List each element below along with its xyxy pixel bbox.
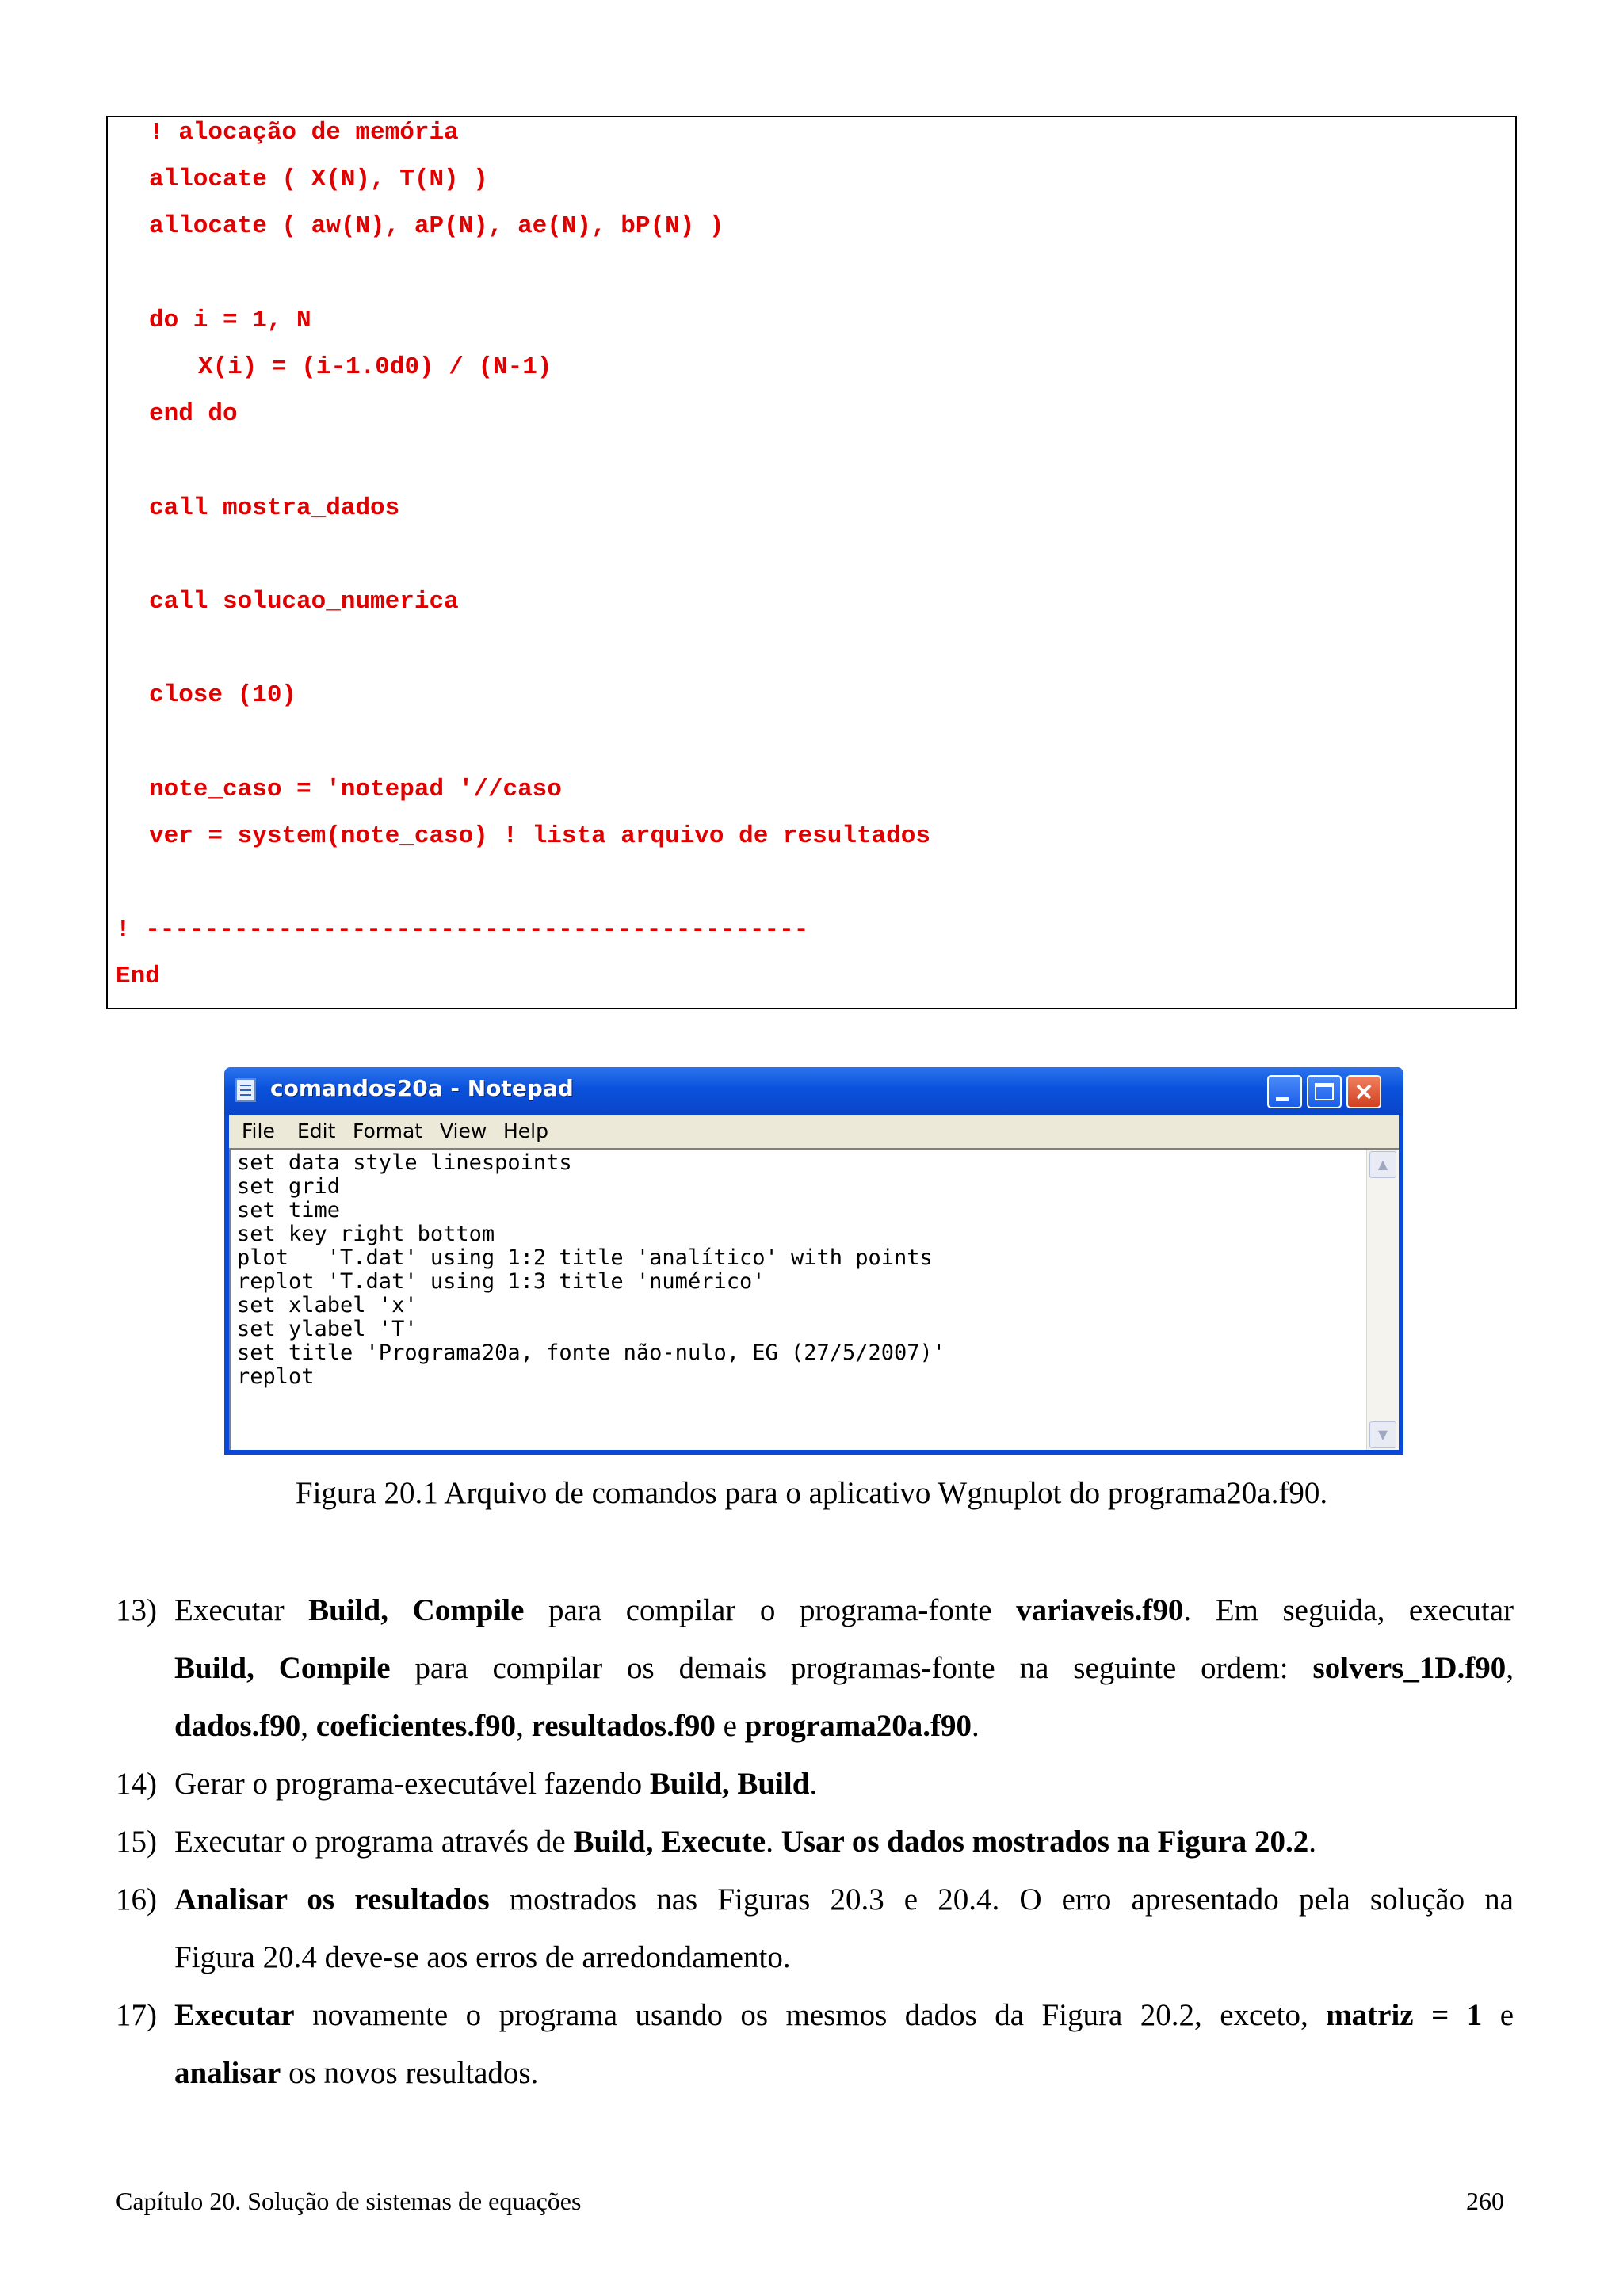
text-run: Executar: [174, 1593, 309, 1627]
scroll-up-icon[interactable]: ▲: [1369, 1151, 1396, 1178]
code-listing-box: [106, 116, 1517, 1009]
text-line: [174, 2044, 1514, 2102]
notepad-text-area[interactable]: [229, 1148, 1399, 1450]
text-run: ,: [516, 1709, 532, 1743]
code-line: note_caso = 'notepad '//caso: [149, 776, 562, 803]
text-run: Executar o programa através de: [174, 1825, 574, 1859]
text-run: .: [766, 1825, 781, 1859]
notepad-menubar: [229, 1115, 1399, 1148]
notepad-line: set title 'Programa20a, fonte não-nulo, EG (27/5/2007)': [237, 1341, 946, 1365]
bold-text: coeficientes.f90: [315, 1709, 517, 1743]
text-line: [174, 1871, 1514, 1928]
text-line: [174, 1986, 1514, 2044]
menu-format[interactable]: Format: [353, 1119, 423, 1142]
text-run: Gerar o programa-executável fazendo: [174, 1767, 650, 1801]
bold-text: Build, Build: [649, 1767, 810, 1801]
text-run: ,: [300, 1709, 316, 1743]
notepad-app-icon: [235, 1078, 256, 1102]
text-run: para compilar os demais programas-fonte na seguinte ordem:: [390, 1651, 1313, 1685]
vertical-scrollbar[interactable]: [1366, 1150, 1399, 1450]
notepad-line: replot 'T.dat' using 1:3 title 'numérico': [237, 1269, 766, 1294]
code-line: ver = system(note_caso) ! lista arquivo de resultados: [149, 822, 930, 850]
text-run: os novos resultados.: [281, 2056, 539, 2090]
notepad-line: replot: [237, 1364, 315, 1389]
text-run: e: [715, 1709, 745, 1743]
notepad-line: set ylabel 'T': [237, 1317, 418, 1341]
page-number: 260: [1466, 2187, 1504, 2215]
text-run: novamente o programa usando os mesmos dados da Figura 20.2, exceto,: [294, 1998, 1327, 2032]
code-line: allocate ( aw(N), aP(N), ae(N), bP(N) ): [149, 212, 724, 240]
code-line: ! ---------------------------------------------: [116, 916, 809, 944]
code-line: end do: [149, 400, 238, 428]
bold-text: variaveis.f90: [1016, 1593, 1184, 1627]
text-run: . Em seguida, executar: [1183, 1593, 1514, 1627]
scroll-down-icon[interactable]: ▼: [1369, 1421, 1396, 1448]
bold-text: analisar: [174, 2056, 281, 2090]
item-number: 17): [116, 1998, 157, 2032]
bold-text: Build, Compile: [174, 1651, 391, 1685]
menu-file[interactable]: File: [242, 1119, 275, 1142]
figure-caption: Figura 20.1 Arquivo de comandos para o aplicativo Wgnuplot do programa20a.f90.: [295, 1476, 1328, 1510]
item-number: 15): [116, 1825, 157, 1859]
notepad-line: set time: [237, 1198, 341, 1222]
notepad-line: plot 'T.dat' using 1:2 title 'analítico' with points: [237, 1245, 933, 1270]
text-run: .: [1308, 1825, 1317, 1859]
bold-text: matriz = 1: [1326, 1998, 1483, 2032]
text-run: .: [809, 1767, 818, 1801]
menu-view[interactable]: View: [440, 1119, 487, 1142]
item-number: 16): [116, 1882, 157, 1917]
menu-help[interactable]: Help: [503, 1119, 548, 1142]
text-line: [174, 1697, 1514, 1755]
bold-text: resultados.f90: [531, 1709, 716, 1743]
code-line: close (10): [149, 681, 297, 709]
bold-text: solvers_1D.f90: [1312, 1651, 1507, 1685]
code-line: call solucao_numerica: [149, 588, 459, 616]
code-line: do i = 1, N: [149, 307, 311, 334]
code-line: End: [116, 963, 160, 990]
text-run: mostrados nas Figuras 20.3 e 20.4. O erro apresentado pela solução na: [489, 1882, 1514, 1917]
maximize-button[interactable]: [1307, 1075, 1342, 1108]
notepad-line: set grid: [237, 1174, 341, 1199]
text-run: .: [971, 1709, 980, 1743]
bold-text: Executar: [174, 1998, 295, 2032]
item-number: 13): [116, 1593, 157, 1627]
notepad-line: set xlabel 'x': [237, 1293, 418, 1318]
minimize-button[interactable]: [1267, 1075, 1302, 1108]
notepad-title: comandos20a - Notepad: [270, 1075, 574, 1101]
text-run: para compilar o programa-fonte: [524, 1593, 1017, 1627]
text-line: [174, 1581, 1514, 1639]
notepad-line: set data style linespoints: [237, 1150, 572, 1175]
maximize-icon: [1315, 1083, 1334, 1100]
text-run: e: [1482, 1998, 1514, 2032]
item-number: 14): [116, 1767, 157, 1801]
code-line: ! alocação de memória: [149, 119, 459, 147]
bold-text: Usar os dados mostrados na Figura 20.2: [781, 1825, 1309, 1859]
code-line: X(i) = (i-1.0d0) / (N-1): [198, 353, 552, 381]
notepad-titlebar[interactable]: [224, 1067, 1403, 1115]
bold-text: programa20a.f90: [744, 1709, 972, 1743]
notepad-window: [224, 1067, 1403, 1455]
menu-edit[interactable]: Edit: [297, 1119, 336, 1142]
text-run: ,: [1506, 1651, 1514, 1685]
bold-text: dados.f90: [174, 1709, 301, 1743]
text-line: [174, 1639, 1514, 1697]
text-run: Figura 20.4 deve-se aos erros de arredondamento.: [174, 1940, 791, 1974]
bold-text: Analisar os resultados: [174, 1882, 490, 1917]
text-line: [174, 1928, 1514, 1986]
bold-text: Build, Execute: [573, 1825, 766, 1859]
text-line: [174, 1813, 1514, 1871]
notepad-line: set key right bottom: [237, 1222, 495, 1246]
code-line: call mostra_dados: [149, 494, 400, 522]
code-line: allocate ( X(N), T(N) ): [149, 166, 488, 193]
bold-text: Build, Compile: [308, 1593, 525, 1627]
footer-chapter: Capítulo 20. Solução de sistemas de equações: [116, 2187, 582, 2215]
close-icon: [1354, 1082, 1373, 1101]
minimize-icon: [1276, 1097, 1289, 1101]
close-button[interactable]: [1346, 1075, 1381, 1108]
text-line: [174, 1755, 1514, 1813]
